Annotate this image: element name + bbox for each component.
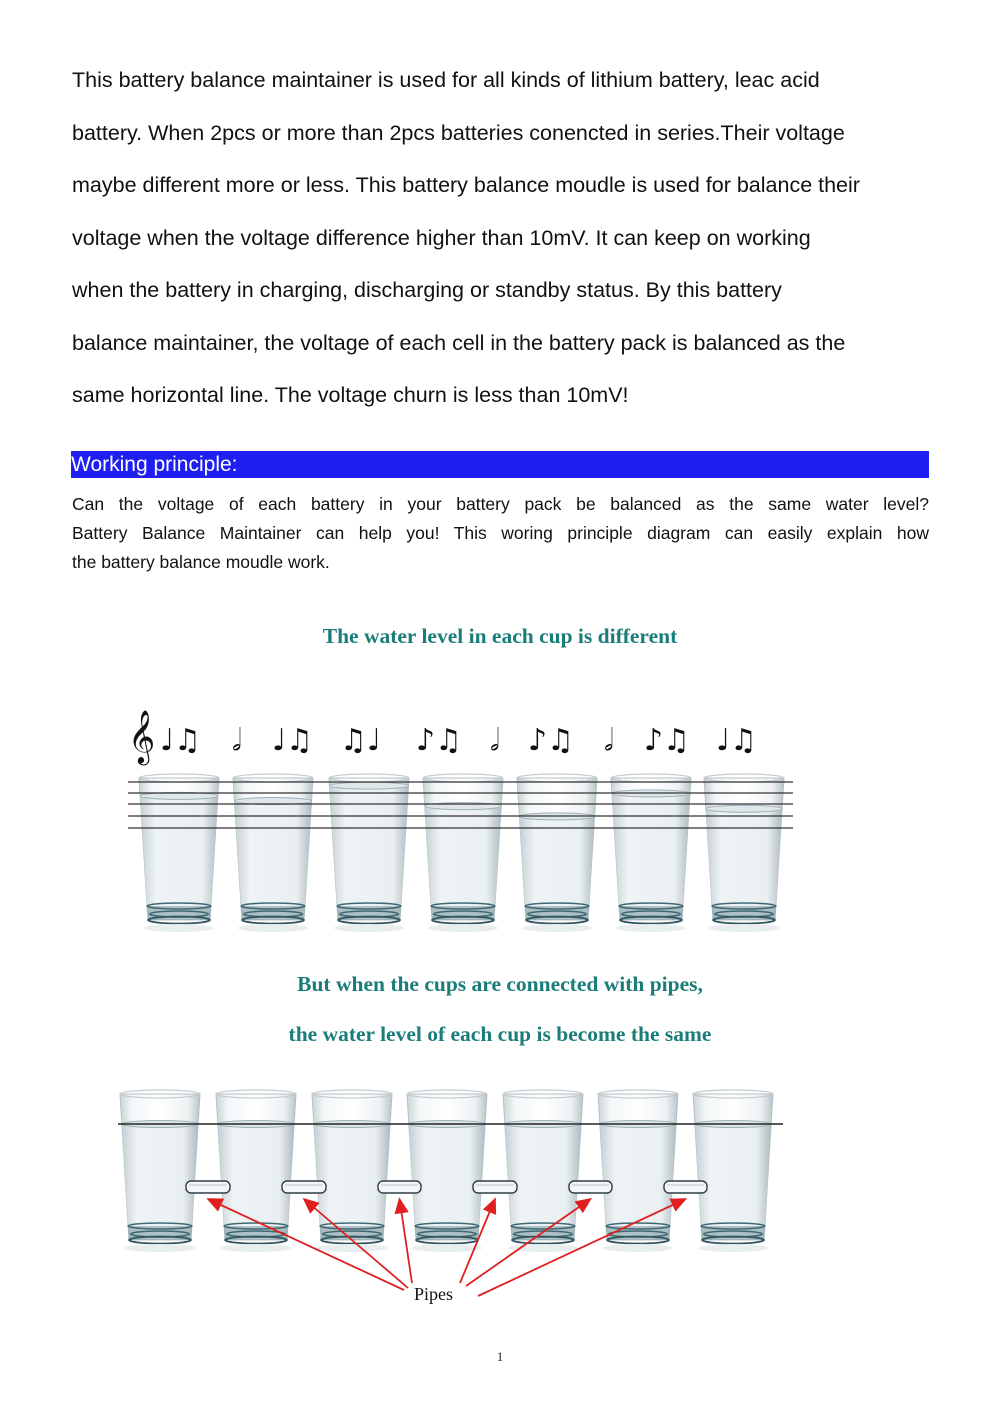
pipe <box>473 1181 517 1193</box>
connected-cup <box>598 1090 678 1252</box>
pipe <box>186 1181 230 1193</box>
diagram1-caption: The water level in each cup is different <box>322 624 678 648</box>
principle-line: the battery balance moudle work. <box>72 552 330 572</box>
intro-line: maybe different more or less. This battery balance moudle is used for balance their <box>72 173 860 197</box>
diagram1 <box>128 709 793 932</box>
section-heading: Working principle: <box>71 453 238 476</box>
cup <box>423 774 503 932</box>
cup <box>139 774 219 932</box>
pipe <box>282 1181 326 1193</box>
music-note-icon: ♩♫ <box>716 723 758 758</box>
music-note-icon: ♫♩ <box>340 723 382 758</box>
cup <box>233 774 313 932</box>
music-note-icon: 𝅗𝅥 <box>490 723 500 758</box>
cup <box>329 774 409 932</box>
music-note-icon: ♪♫ <box>528 723 575 758</box>
principle-line: Battery Balance Maintainer can help you! This woring principle diagram can easily explain how <box>72 523 929 543</box>
cup <box>517 774 597 932</box>
connected-cup <box>503 1090 583 1252</box>
pipes-label: Pipes <box>414 1284 454 1304</box>
diagram1-cups <box>139 774 784 932</box>
page-number: 1 <box>496 1349 504 1364</box>
diagram2 <box>118 1090 783 1296</box>
music-note-icon: ♩♫ <box>272 723 314 758</box>
intro-line: when the battery in charging, discharging or standby status. By this battery <box>72 278 782 302</box>
cup <box>704 774 784 932</box>
pipe <box>664 1181 707 1193</box>
treble-clef-icon <box>128 709 155 765</box>
music-note-icon: 𝅗𝅥 <box>604 723 614 758</box>
music-note-icon: ♪♫ <box>644 723 691 758</box>
connected-cup <box>693 1090 773 1252</box>
intro-line: voltage when the voltage difference higher than 10mV. It can keep on working <box>72 225 811 250</box>
music-notes <box>160 723 757 758</box>
intro-line: battery. When 2pcs or more than 2pcs batteries conencted in series.Their voltage <box>72 120 845 145</box>
pipe-arrow <box>400 1199 413 1283</box>
diagram2-caption-line2: the water level of each cup is become the same <box>288 1022 712 1046</box>
music-note-icon: 𝅗𝅥 <box>232 723 242 758</box>
music-note-icon: ♩♫ <box>160 723 202 758</box>
music-note-icon: ♪♫ <box>416 723 463 758</box>
intro-line: This battery balance maintainer is used for all kinds of lithium battery, leac acid <box>72 68 820 92</box>
intro-line: same horizontal line. The voltage churn is less than 10mV! <box>72 383 629 407</box>
diagram2-cups <box>120 1090 773 1252</box>
intro-line: balance maintainer, the voltage of each cell in the battery pack is balanced as the <box>72 330 846 355</box>
principle-line: Can the voltage of each battery in your battery pack be balanced as the same water level? <box>72 494 929 514</box>
connected-cup <box>216 1090 296 1252</box>
connected-cup <box>312 1090 392 1252</box>
diagram2-caption-line1: But when the cups are connected with pipes, <box>297 972 703 996</box>
connected-cup <box>120 1090 200 1252</box>
svg-text:𝄞: 𝄞 <box>128 709 156 763</box>
cup <box>611 774 691 932</box>
pipe <box>569 1181 612 1193</box>
pipe <box>378 1181 421 1193</box>
connected-cup <box>407 1090 487 1252</box>
